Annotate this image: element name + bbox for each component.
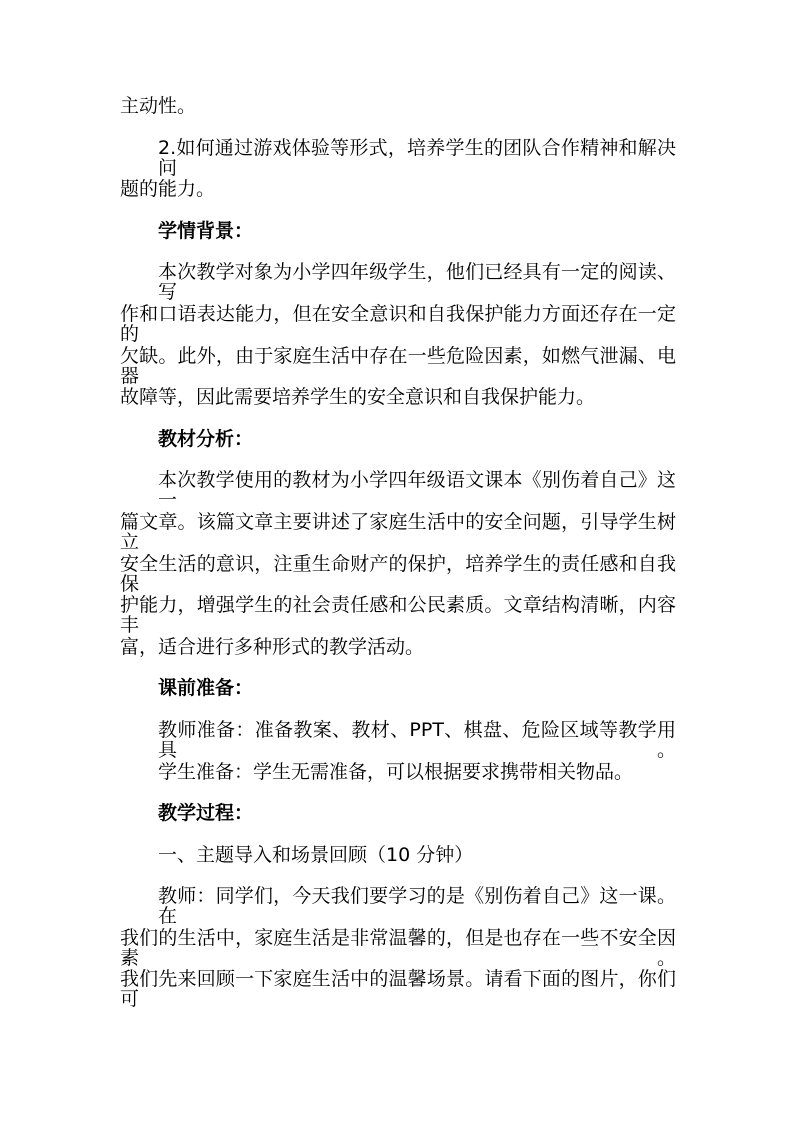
text-line: 一、主题导入和场景回顾（10 分钟） xyxy=(158,843,474,866)
text-line: 作和口语表达能力，但在安全意识和自我保护能力方面还存在一定的 xyxy=(120,302,676,345)
text-line: 本次教学对象为小学四年级学生，他们已经具有一定的阅读、写 xyxy=(158,261,676,304)
section-heading: 教学过程： xyxy=(158,802,254,825)
section-heading: 课前准备： xyxy=(158,677,254,700)
text-line: 2.如何通过游戏体验等形式，培养学生的团队合作精神和解决问 xyxy=(158,136,676,179)
text-line: 主动性。 xyxy=(120,95,197,117)
text-line: 富，适合进行多种形式的教学活动。 xyxy=(120,635,425,658)
text-line: 学生准备：学生无需准备，可以根据要求携带相关物品。 xyxy=(158,760,634,783)
document-page xyxy=(120,96,676,1011)
text-line: 教师准备：准备教案、教材、PPT、棋盘、危险区域等教学用具。 xyxy=(158,718,676,761)
text-line: 本次教学使用的教材为小学四年级语文课本《别伤着自己》这一 xyxy=(158,469,676,512)
text-line: 题的能力。 xyxy=(120,178,216,201)
text-line: 我们先来回顾一下家庭生活中的温馨场景。请看下面的图片，你们可 xyxy=(120,968,676,1011)
text-line: 欠缺。此外，由于家庭生活中存在一些危险因素，如燃气泄漏、电器 xyxy=(120,344,676,387)
section-heading: 教材分析： xyxy=(158,427,254,450)
text-line: 我们的生活中，家庭生活是非常温馨的，但是也存在一些不安全因素。 xyxy=(120,926,676,969)
text-line: 教师：同学们，今天我们要学习的是《别伤着自己》这一课。在 xyxy=(158,885,676,928)
text-line: 安全生活的意识，注重生命财产的保护，培养学生的责任感和自我保 xyxy=(120,552,676,595)
text-line: 护能力，增强学生的社会责任感和公民素质。文章结构清晰，内容丰 xyxy=(120,594,676,637)
text-line: 篇文章。该篇文章主要讲述了家庭生活中的安全问题，引导学生树立 xyxy=(120,510,676,553)
section-heading: 学情背景： xyxy=(158,219,254,242)
text-line: 故障等，因此需要培养学生的安全意识和自我保护能力。 xyxy=(120,386,596,409)
